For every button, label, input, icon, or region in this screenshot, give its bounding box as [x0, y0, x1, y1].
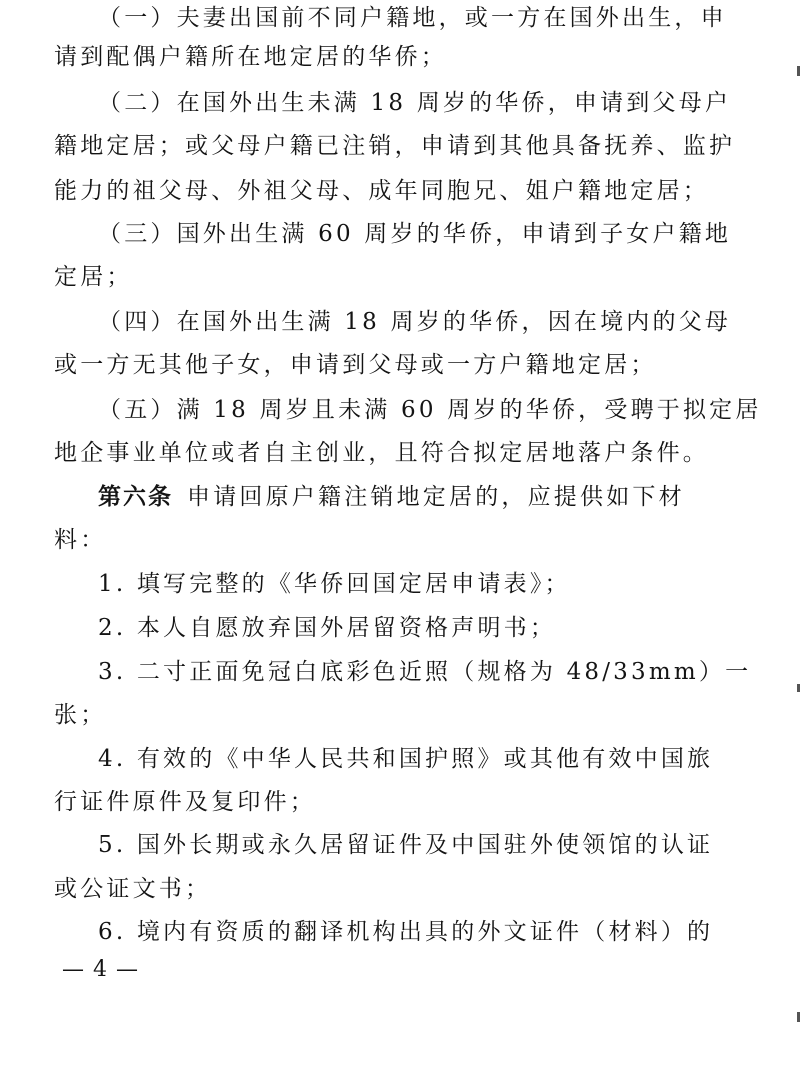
article-6-line-2: 料： [54, 527, 107, 553]
clause-2-line-3: 能力的祖父母、外祖父母、成年同胞兄、姐户籍地定居； [54, 178, 709, 204]
article-6-line-1 [98, 482, 685, 512]
item-3-line-1: 3. 二寸正面免冠白底彩色近照（规格为 48/33mm）一 [98, 659, 752, 685]
page-number: — 4 — [62, 957, 139, 982]
item-2: 2. 本人自愿放弃国外居留资格声明书； [98, 615, 557, 641]
item-6-line-1: 6. 境内有资质的翻译机构出具的外文证件（材料）的 [98, 919, 714, 945]
clause-1-line-2: 请到配偶户籍所在地定居的华侨； [54, 44, 447, 70]
clause-4-line-2: 或一方无其他子女，申请到父母或一方户籍地定居； [54, 352, 657, 378]
clause-2-line-1: （二）在国外出生未满 18 周岁的华侨，申请到父母户 [98, 90, 732, 116]
clause-5-line-1: （五）满 18 周岁且未满 60 周岁的华侨，受聘于拟定居 [98, 397, 762, 423]
clause-5-line-2: 地企事业单位或者自主创业，且符合拟定居地落户条件。 [54, 440, 709, 466]
item-3-line-2: 张； [54, 702, 107, 728]
clause-1-line-1: （一）夫妻出国前不同户籍地，或一方在国外出生，申 [98, 5, 727, 31]
clause-2-line-2: 籍地定居；或父母户籍已注销，申请到其他具备抚养、监护 [54, 133, 736, 159]
item-5-line-1: 5. 国外长期或永久居留证件及中国驻外使领馆的认证 [98, 832, 714, 858]
clause-3-line-1: （三）国外出生满 60 周岁的华侨，申请到子女户籍地 [98, 221, 732, 247]
item-4-line-1: 4. 有效的《中华人民共和国护照》或其他有效中国旅 [98, 746, 714, 772]
item-4-line-2: 行证件原件及复印件； [54, 789, 316, 815]
item-5-line-2: 或公证文书； [54, 876, 212, 902]
clause-4-line-1: （四）在国外出生满 18 周岁的华侨，因在境内的父母 [98, 309, 732, 335]
article-text: 申请回原户籍注销地定居的，应提供如下材 [187, 484, 685, 510]
item-1: 1. 填写完整的《华侨回国定居申请表》； [98, 571, 571, 597]
article-label: 第六条 [98, 484, 173, 510]
clause-3-line-2: 定居； [54, 264, 133, 290]
